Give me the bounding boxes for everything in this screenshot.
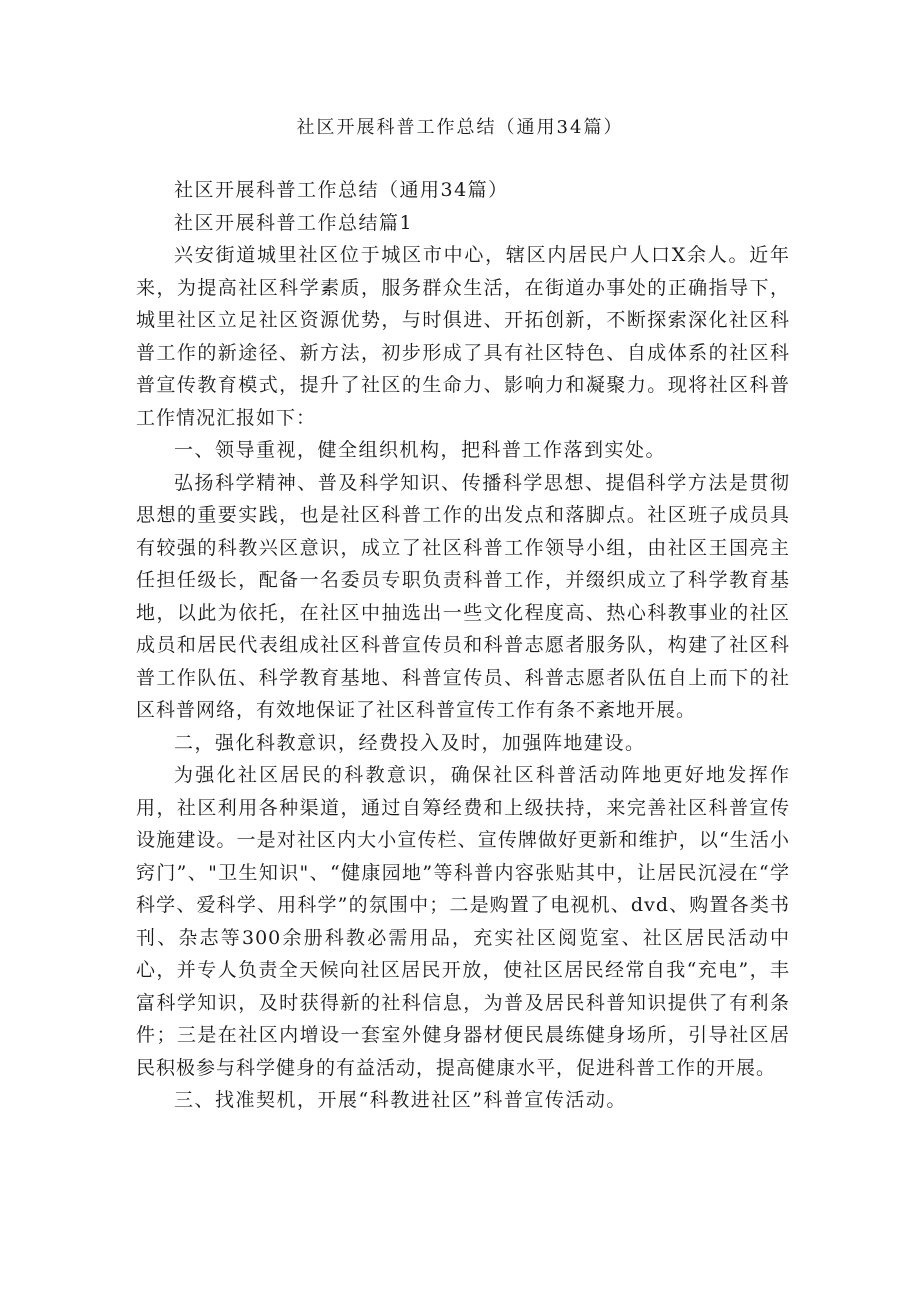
- section-title: 社区开展科普工作总结篇1: [174, 211, 414, 234]
- section-heading-2: 二，强化科教意识，经费投入及时，加强阵地建设。: [174, 731, 646, 754]
- paragraph-1: 弘扬科学精神、普及科学知识、传播科学思想、提倡科学方法是贯彻思想的重要实践，也是社区科普工作的出发点和落脚点。社区班子成员具有较强的科教兴区意识，成立了社区科普工作领导小组，由社区王国亮主任担任级长，配备一名委员专职负责科普工作，并缀织成立了科学教育基地，以此为依托，在社区中抽选出一些文化程度高、热心科教事业的社区成员和居民代表组成社区科普宣传员和科普志愿者服务队，构建了社区科普工作队伍、科学教育基地、科普宣传员、科普志愿者队伍自上而下的社区科普网络，有效地保证了社区科普宣传工作有条不紊地开展。: [136, 471, 790, 721]
- document-title: 社区开展科普工作总结（通用34篇）: [296, 117, 624, 138]
- document-body: [136, 174, 790, 1117]
- intro-paragraph: 兴安街道城里社区位于城区市中心，辖区内居民户人口X余人。近年来，为提高社区科学素质，服务群众生活，在街道办事处的正确指导下，城里社区立足社区资源优势，与时俱进、开拓创新，不断探索深化社区科普工作的新途径、新方法，初步形成了具有社区特色、自成体系的社区科普宣传教育模式，提升了社区的生命力、影响力和凝聚力。现将社区科普工作情况汇报如下：: [136, 244, 790, 429]
- section-heading-3: 三、找准契机，开展“科教进社区”科普宣传活动。: [174, 1089, 627, 1111]
- paragraph-2: 为强化社区居民的科教意识，确保社区科普活动阵地更好地发挥作用，社区利用各种渠道，通过自筹经费和上级扶持，来完善社区科普宣传设施建设。一是对社区内大小宣传栏、宣传牌做好更新和维护，以“生活小窍门”、"卫生知识"、“健康园地”等科普内容张贴其中，让居民沉浸在“学科学、爱科学、用科学”的氛围中；二是购置了电视机、dvd、购置各类书刊、杂志等300余册科教必需用品，充实社区阅览室、社区居民活动中心，并专人负责全天候向社区居民开放，使社区居民经常自我“充电”，丰富科学知识，及时获得新的社科信息，为普及居民科普知识提供了有利条件；三是在社区内增设一套室外健身器材便民晨练健身场所，引导社区居民积极参与科学健身的有益活动，提高健康水平，促进科普工作的开展。: [136, 764, 790, 1079]
- section-heading-1: 一、领导重视，健全组织机构，把科普工作落到实处。: [174, 439, 667, 461]
- body-heading: 社区开展科普工作总结（通用34篇）: [174, 179, 509, 201]
